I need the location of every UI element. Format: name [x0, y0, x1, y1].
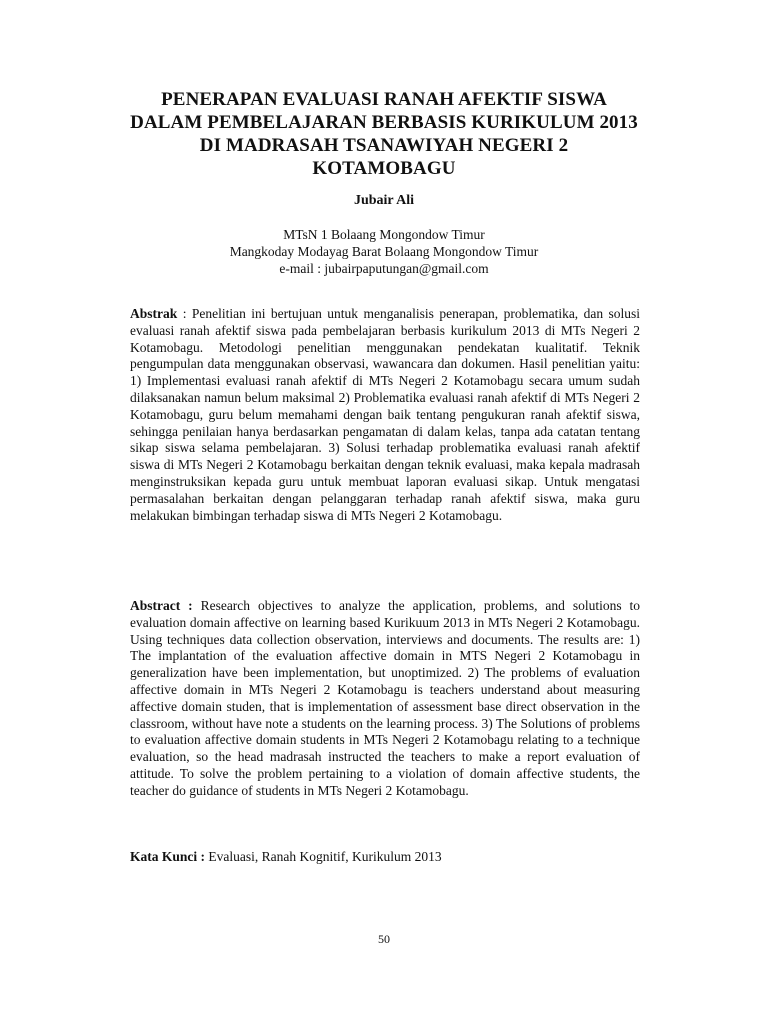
keywords-label: Kata Kunci : — [130, 849, 206, 864]
abstract-indonesian — [130, 306, 640, 524]
keywords — [130, 848, 640, 865]
title-line-3: DI MADRASAH TSANAWIYAH NEGERI 2 — [199, 135, 569, 156]
abstract-indonesian-label: Abstrak — [130, 306, 178, 321]
page-number: 50 — [378, 932, 390, 946]
title-line-4: KOTAMOBAGU — [312, 158, 456, 179]
title-line-1: PENERAPAN EVALUASI RANAH AFEKTIF SISWA — [161, 89, 607, 110]
affiliation-institution: MTsN 1 Bolaang Mongondow Timur — [283, 227, 485, 242]
abstract-indonesian-text: : Penelitian ini bertujuan untuk menganalisis penerapan, problematika, dan solusi evaluasi ranah afektif siswa pada pembelajaran berbasis kurikulum 2013 di MTs Negeri 2 Kotamobagu. Metodologi penelitian menggunakan pendekatan kualitatif. Teknik pengumpulan data menggunakan observasi, wawancara dan dokumen. Hasil penelitian yaitu: 1) Implementasi evaluasi ranah afektif di MTs Negeri 2 Kotamobagu secara umum sudah dilaksanakan namun belum maksimal 2) Problematika evaluasi ranah afektif di MTs Negeri 2 Kotamobagu, guru belum memahami dengan baik tentang pengukuran ranah afektif siswa, sehingga penilaian hanya berdasarkan pengamatan di dalam kelas, tanpa ada catatan tentang sikap siswa selama pembelajaran. 3) Solusi terhadap problematika evaluasi ranah afektif siswa di MTs Negeri 2 Kotamobagu berkaitan dengan teknik evaluasi, maka kepala madrasah menginstruksikan kepada guru untuk membuat laporan evaluasi sikap. Untuk mengatasi permasalahan berkaitan dengan pelanggaran terhadap ranah afektif siswa, maka guru melakukan bimbingan terhadap siswa di MTs Negeri 2 Kotamobagu. — [130, 306, 641, 523]
abstract-english-label: Abstract : — [130, 598, 193, 613]
author-affiliation — [0, 226, 768, 277]
paper-title — [60, 88, 708, 180]
abstract-english-text: Research objectives to analyze the application, problems, and solutions to evaluation domain affective on learning based Kurikuum 2013 in MTs Negeri 2 Kotamobagu. Using techniques data collection observation, interviews and documents. The results are: 1) The implantation of the evaluation affective domain in MTS Negeri 2 Kotamobagu in generalization have been implementation, but unoptimized. 2) The problems of evaluation affective domain in MTs Negeri 2 Kotamobagu is teachers understand about measuring affective domain studen, that is implementation of assessment base direct observation in the classroom, without have note a students on the learning process. 3) The Solutions of problems to evaluation affective domain students in MTs Negeri 2 Kotamobagu relating to a technique evaluation, so the head madrasah instructed the teachers to make a report evaluation of attitude. To solve the problem pertaining to a violation of domain affective students, the teacher do guidance of students in MTs Negeri 2 Kotamobagu. — [130, 598, 641, 798]
keywords-text: Evaluasi, Ranah Kognitif, Kurikulum 2013 — [208, 849, 442, 864]
author-name: Jubair Ali — [353, 193, 415, 208]
abstract-english — [130, 598, 640, 800]
affiliation-email: e-mail : jubairpaputungan@gmail.com — [279, 261, 489, 276]
title-line-2: DALAM PEMBELAJARAN BERBASIS KURIKULUM 2013 — [130, 112, 638, 133]
affiliation-address: Mangkoday Modayag Barat Bolaang Mongondow Timur — [229, 244, 539, 259]
